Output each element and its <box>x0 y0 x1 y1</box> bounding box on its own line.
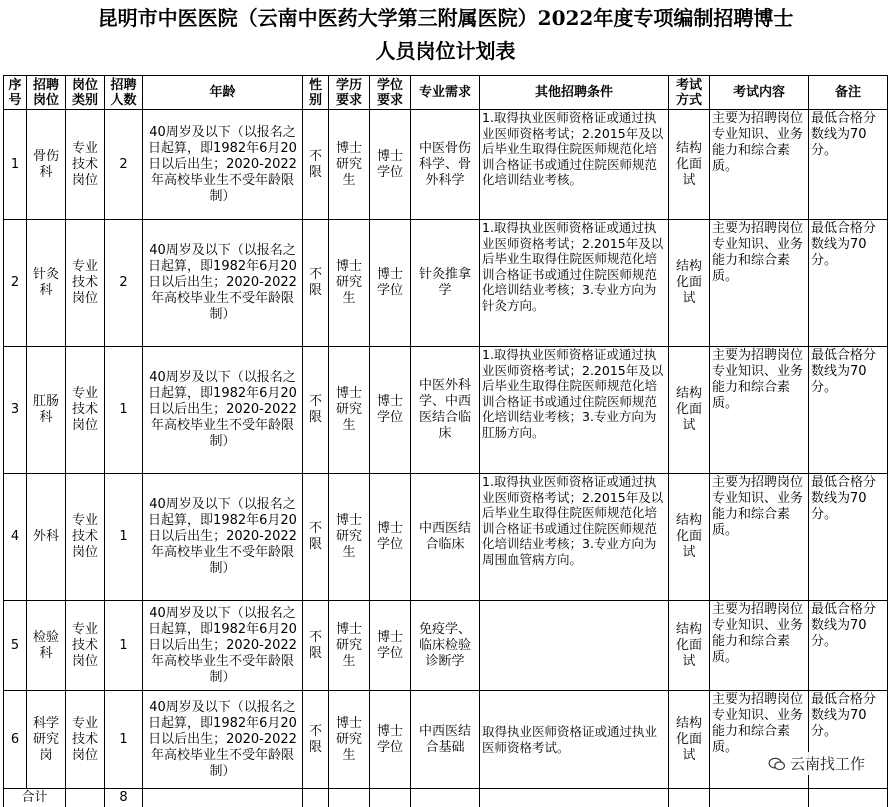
watermark-text: 云南找工作 <box>790 753 865 774</box>
cell-major: 中医外科学、中西医结合临床 <box>411 347 480 474</box>
header-cell: 专业需求 <box>411 76 480 110</box>
total-empty <box>143 789 303 807</box>
cell-count: 1 <box>105 601 143 691</box>
cell-gender: 不限 <box>303 347 329 474</box>
cell-major: 中医骨伤科学、骨外科学 <box>411 110 480 220</box>
total-count: 8 <box>105 789 143 807</box>
header-cell: 备注 <box>809 76 888 110</box>
total-empty <box>66 789 105 807</box>
watermark <box>764 752 869 775</box>
cell-conditions <box>480 601 669 691</box>
cell-note: 最低合格分数线为70分。 <box>809 347 888 474</box>
header-row <box>4 76 888 110</box>
cell-age: 40周岁及以下（以报名之日起算，即1982年6月20日以后出生；2020-2022年高校毕业生不受年龄限制） <box>143 474 303 601</box>
cell-edu: 博士研究生 <box>329 601 370 691</box>
cell-age: 40周岁及以下（以报名之日起算，即1982年6月20日以后出生；2020-2022年高校毕业生不受年龄限制） <box>143 347 303 474</box>
cell-post: 针灸科 <box>27 220 66 347</box>
title-line-2: 人员岗位计划表 <box>0 35 891 68</box>
cell-edu: 博士研究生 <box>329 474 370 601</box>
table-row <box>4 220 888 347</box>
cell-content: 主要为招聘岗位专业知识、业务能力和综合素质。 <box>710 601 809 691</box>
cell-age: 40周岁及以下（以报名之日起算，即1982年6月20日以后出生；2020-2022年高校毕业生不受年龄限制） <box>143 601 303 691</box>
header-cell: 性别 <box>303 76 329 110</box>
cell-note: 最低合格分数线为70分。 <box>809 110 888 220</box>
cell-conditions: 取得执业医师资格证或通过执业医师资格考试。 <box>480 691 669 789</box>
cell-no: 6 <box>4 691 27 789</box>
title-line-1: 昆明市中医医院（云南中医药大学第三附属医院）2022年度专项编制招聘博士 <box>0 2 891 35</box>
cell-count: 2 <box>105 220 143 347</box>
page-title <box>0 2 891 68</box>
cell-count: 1 <box>105 474 143 601</box>
cell-gender: 不限 <box>303 110 329 220</box>
cell-age: 40周岁及以下（以报名之日起算，即1982年6月20日以后出生；2020-2022年高校毕业生不受年龄限制） <box>143 691 303 789</box>
cell-note: 最低合格分数线为70分。 <box>809 691 888 789</box>
cell-degree: 博士学位 <box>370 110 411 220</box>
cell-no: 5 <box>4 601 27 691</box>
cell-major: 中西医结合临床 <box>411 474 480 601</box>
cell-count: 2 <box>105 110 143 220</box>
cell-exam: 结构化面试 <box>669 110 710 220</box>
header-cell: 考试内容 <box>710 76 809 110</box>
cell-conditions: 1.取得执业医师资格证或通过执业医师资格考试；2.2015年及以后毕业生取得住院医师规范化培训合格证书或通过住院医师规范化培训结业考核；3.专业方向为肛肠方向。 <box>480 347 669 474</box>
cell-note: 最低合格分数线为70分。 <box>809 601 888 691</box>
cell-category: 专业技术岗位 <box>66 474 105 601</box>
total-empty <box>370 789 411 807</box>
total-empty <box>303 789 329 807</box>
cell-gender: 不限 <box>303 220 329 347</box>
cell-conditions: 1.取得执业医师资格证或通过执业医师资格考试；2.2015年及以后毕业生取得住院医师规范化培训合格证书或通过住院医师规范化培训结业考核；3.专业方向为针灸方向。 <box>480 220 669 347</box>
cell-age: 40周岁及以下（以报名之日起算，即1982年6月20日以后出生；2020-2022年高校毕业生不受年龄限制） <box>143 220 303 347</box>
cell-post: 科学研究岗 <box>27 691 66 789</box>
cell-exam: 结构化面试 <box>669 601 710 691</box>
total-empty <box>809 789 888 807</box>
total-empty <box>710 789 809 807</box>
cell-post: 肛肠科 <box>27 347 66 474</box>
total-empty <box>411 789 480 807</box>
cell-exam: 结构化面试 <box>669 474 710 601</box>
header-cell: 其他招聘条件 <box>480 76 669 110</box>
cell-age: 40周岁及以下（以报名之日起算，即1982年6月20日以后出生；2020-2022年高校毕业生不受年龄限制） <box>143 110 303 220</box>
cell-edu: 博士研究生 <box>329 110 370 220</box>
cell-no: 3 <box>4 347 27 474</box>
total-empty <box>669 789 710 807</box>
cell-note: 最低合格分数线为70分。 <box>809 220 888 347</box>
total-label: 合计 <box>4 789 66 807</box>
header-cell: 年龄 <box>143 76 303 110</box>
cell-major: 中西医结合基础 <box>411 691 480 789</box>
cell-post: 外科 <box>27 474 66 601</box>
cell-category: 专业技术岗位 <box>66 601 105 691</box>
header-cell: 岗位类别 <box>66 76 105 110</box>
cell-major: 针灸推拿学 <box>411 220 480 347</box>
cell-degree: 博士学位 <box>370 474 411 601</box>
cell-exam: 结构化面试 <box>669 347 710 474</box>
total-empty <box>329 789 370 807</box>
cell-degree: 博士学位 <box>370 220 411 347</box>
cell-edu: 博士研究生 <box>329 347 370 474</box>
cell-category: 专业技术岗位 <box>66 691 105 789</box>
cell-major: 免疫学、临床检验诊断学 <box>411 601 480 691</box>
cell-gender: 不限 <box>303 474 329 601</box>
cell-count: 1 <box>105 691 143 789</box>
cell-exam: 结构化面试 <box>669 220 710 347</box>
table-row <box>4 474 888 601</box>
cell-no: 2 <box>4 220 27 347</box>
cell-content: 主要为招聘岗位专业知识、业务能力和综合素质。 <box>710 474 809 601</box>
cell-no: 4 <box>4 474 27 601</box>
cell-conditions: 1.取得执业医师资格证或通过执业医师资格考试；2.2015年及以后毕业生取得住院医师规范化培训合格证书或通过住院医师规范化培训结业考核；3.专业方向为周围血管病方向。 <box>480 474 669 601</box>
cell-category: 专业技术岗位 <box>66 220 105 347</box>
cell-count: 1 <box>105 347 143 474</box>
cell-gender: 不限 <box>303 691 329 789</box>
cell-post: 骨伤科 <box>27 110 66 220</box>
header-cell: 招聘人数 <box>105 76 143 110</box>
header-cell: 招聘岗位 <box>27 76 66 110</box>
cell-exam: 结构化面试 <box>669 691 710 789</box>
cell-edu: 博士研究生 <box>329 691 370 789</box>
cell-edu: 博士研究生 <box>329 220 370 347</box>
header-cell: 考试方式 <box>669 76 710 110</box>
cell-no: 1 <box>4 110 27 220</box>
cell-content: 主要为招聘岗位专业知识、业务能力和综合素质。 <box>710 220 809 347</box>
table-row <box>4 691 888 789</box>
cell-note: 最低合格分数线为70分。 <box>809 474 888 601</box>
cell-degree: 博士学位 <box>370 347 411 474</box>
table-row <box>4 110 888 220</box>
cell-content: 主要为招聘岗位专业知识、业务能力和综合素质。 <box>710 691 809 789</box>
header-cell: 学位要求 <box>370 76 411 110</box>
cell-degree: 博士学位 <box>370 601 411 691</box>
cell-content: 主要为招聘岗位专业知识、业务能力和综合素质。 <box>710 110 809 220</box>
cell-category: 专业技术岗位 <box>66 110 105 220</box>
cell-category: 专业技术岗位 <box>66 347 105 474</box>
cell-degree: 博士学位 <box>370 691 411 789</box>
header-cell: 学历要求 <box>329 76 370 110</box>
cell-gender: 不限 <box>303 601 329 691</box>
cell-post: 检验科 <box>27 601 66 691</box>
table-row <box>4 347 888 474</box>
header-cell: 序号 <box>4 76 27 110</box>
recruitment-table <box>3 75 888 807</box>
total-row <box>4 789 888 807</box>
table-row <box>4 601 888 691</box>
cell-content: 主要为招聘岗位专业知识、业务能力和综合素质。 <box>710 347 809 474</box>
cell-conditions: 1.取得执业医师资格证或通过执业医师资格考试；2.2015年及以后毕业生取得住院医师规范化培训合格证书或通过住院医师规范化培训结业考核。 <box>480 110 669 220</box>
total-empty <box>480 789 669 807</box>
wechat-icon <box>768 757 786 771</box>
